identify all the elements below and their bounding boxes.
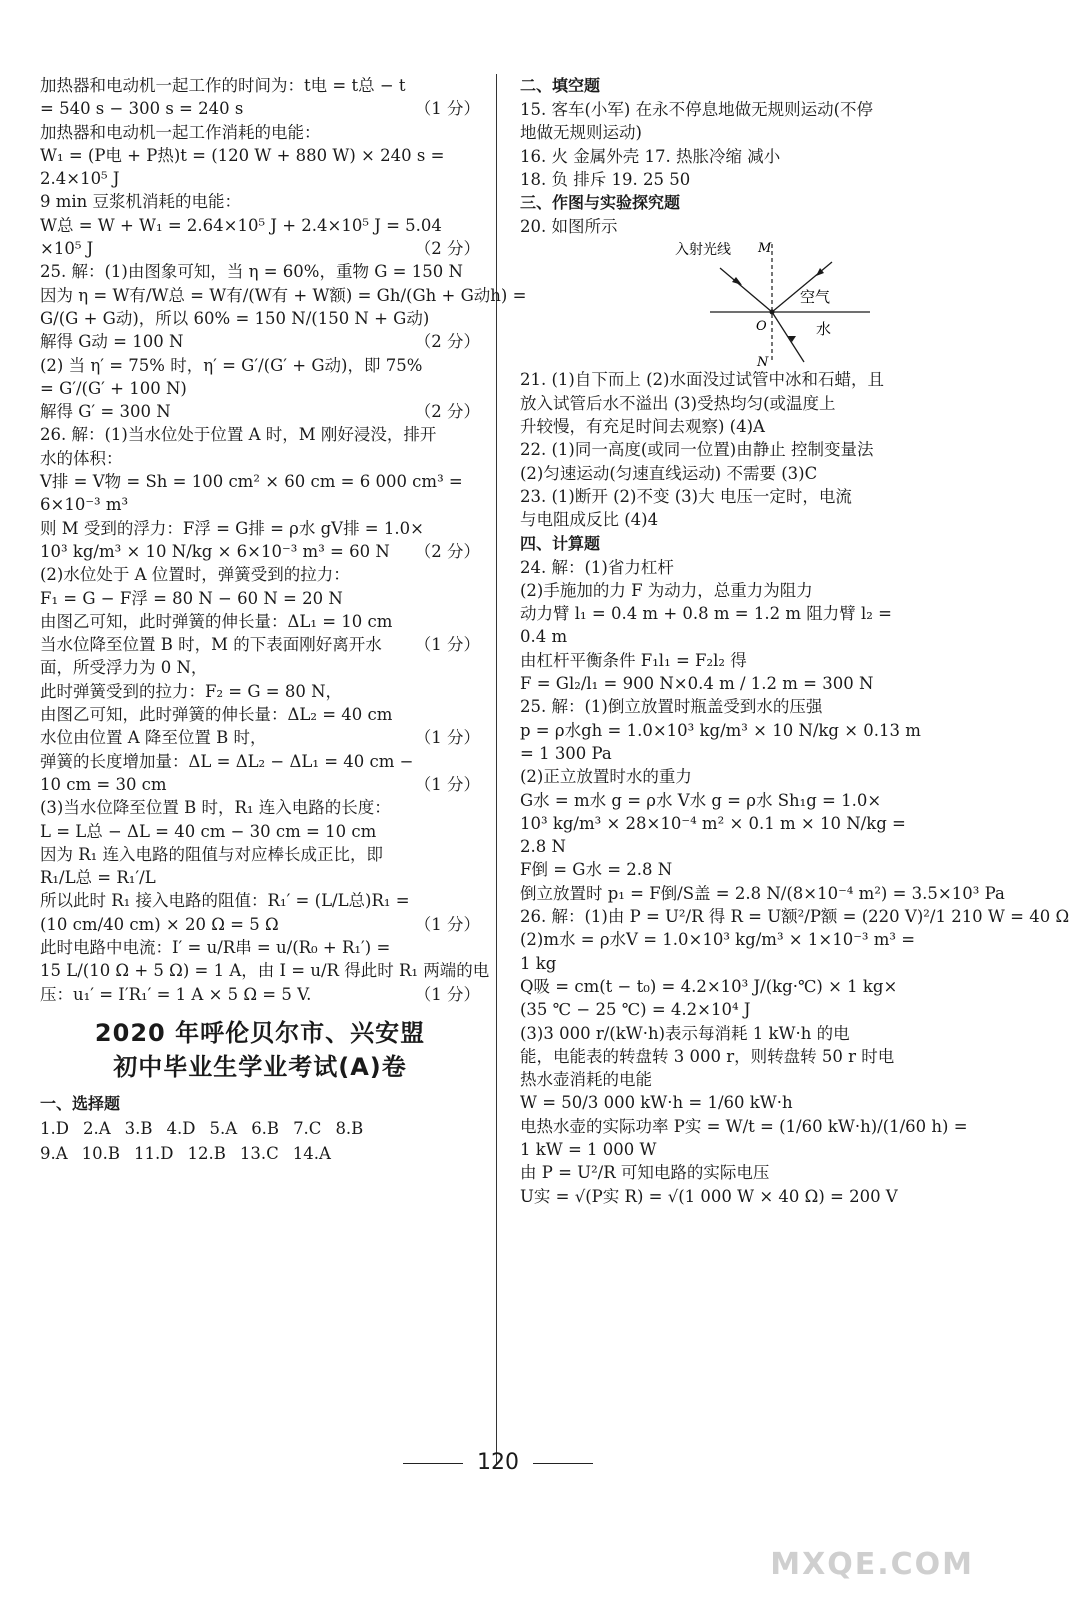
left-solution-line (40, 820, 480, 843)
left-solution-text: 26. 解：(1)当水位处于位置 A 时，M 刚好浸没，排开 (40, 425, 437, 445)
score-mark: （1 分） (414, 635, 480, 655)
left-solution-text: G/(G + G动)，所以 60% = 150 N/(150 N + G动) (40, 308, 430, 328)
left-solution-line (40, 121, 480, 144)
refraction-svg (520, 238, 960, 371)
n-label: N (757, 355, 769, 371)
left-solution-line (40, 74, 480, 97)
calc-solution-text: F倒 = G水 = 2.8 N (520, 860, 673, 880)
fill-answer-line (520, 121, 962, 144)
left-solution-text: 6×10⁻³ m³ (40, 495, 129, 515)
fill-answer-text: 18. 负 排斥 19. 25 50 (520, 169, 691, 189)
left-solution-text: 压：u₁′ = I′R₁′ = 1 A × 5 Ω = 5 V. (40, 984, 312, 1004)
calc-solution-line (520, 882, 1005, 905)
incident-arrow-icon (732, 277, 742, 285)
fill-answer-line (520, 98, 962, 121)
calc-solution-line (520, 998, 962, 1021)
left-solution-text: (10 cm/40 cm) × 20 Ω = 5 Ω (40, 914, 279, 934)
calc-solution-text: F = Gl₂/l₁ = 900 N×0.4 m / 1.2 m = 300 N (520, 674, 874, 694)
left-solution-line (40, 354, 480, 377)
score-mark: （1 分） (414, 728, 480, 748)
calc-solution-text: = 1 300 Pa (520, 743, 612, 763)
fill-answer-text: 16. 火 金属外壳 17. 热胀冷缩 减小 (520, 146, 781, 166)
page-number-text: 120 (477, 1450, 519, 1475)
calc-solution-line (520, 789, 962, 812)
question-20: 20. 如图所示 (520, 217, 618, 237)
choice-answers-row-1 (40, 1116, 480, 1141)
incident-ray (720, 268, 772, 312)
watermark-logo: MXQE.COM (770, 1547, 974, 1582)
calc-solution-text: (2)m水 = ρ水V = 1.0×10³ kg/m³ × 1×10⁻³ m³ = (520, 930, 916, 950)
left-solution-text: 因为 R₁ 连入电路的阻值与对应棒长成正比，即 (40, 844, 384, 864)
left-solution-text: V排 = V物 = Sh = 100 cm² × 60 cm = 6 000 cm³ = (40, 472, 463, 492)
left-solution-line (40, 563, 480, 586)
experiment-answer-line (520, 508, 962, 531)
calc-solution-line (520, 1091, 962, 1114)
experiment-answer-text: 22. (1)同一高度(或同一位置)由静止 控制变量法 (520, 440, 874, 460)
calc-solution-line (520, 742, 962, 765)
experiment-answer-text: 21. (1)自下而上 (2)水面没过试管中冰和石蜡，且 (520, 370, 884, 390)
calc-solution-text: p = ρ水gh = 1.0×10³ kg/m³ × 10 N/kg × 0.13 m (520, 720, 921, 740)
calc-solution-text: Q吸 = cm(t − t₀) = 4.2×10³ J/(kg·℃) × 1 kg× (520, 976, 898, 996)
air-label: 空气 (800, 288, 831, 307)
calc-solution-line (520, 1138, 962, 1161)
fill-answer-text: 地做无规则运动) (520, 123, 642, 143)
left-solution-text: 9 min 豆浆机消耗的电能： (40, 192, 242, 212)
calc-solution-text: (3)3 000 r/(kW·h)表示每消耗 1 kW·h 的电 (520, 1023, 850, 1043)
experiment-answer-text: 升较慢，有充足时间去观察) (4)A (520, 417, 765, 437)
left-solution-line (40, 260, 480, 283)
choice-answer: 6.B (251, 1118, 280, 1138)
left-solution-line (40, 400, 480, 423)
experiment-answer-text: 23. (1)断开 (2)不变 (3)大 电压一定时，电流 (520, 486, 852, 506)
score-mark: （2 分） (414, 239, 480, 259)
page-number (0, 1450, 996, 1475)
choice-answers-row-2 (40, 1141, 480, 1166)
experiment-heading: 三、作图与实验探究题 (520, 193, 681, 213)
choice-answer: 2.A (82, 1118, 111, 1138)
calc-solution-line (520, 1045, 962, 1068)
left-solution-line (40, 190, 480, 213)
left-solution-text: 水位由位置 A 降至位置 B 时， (40, 728, 267, 748)
left-solution-text: 25. 解：(1)由图象可知，当 η = 60%，重物 G = 150 N (40, 262, 463, 282)
exam-title-line-2: 初中毕业生学业考试(A)卷 (113, 1052, 407, 1081)
experiment-answer-text: 与电阻成反比 (4)4 (520, 510, 659, 530)
left-solution-text: (3)当水位降至位置 B 时，R₁ 连入电路的长度： (40, 798, 391, 818)
incident-label: 入射光线 (675, 242, 731, 259)
left-solution-line (40, 144, 480, 167)
left-solution-text: 10³ kg/m³ × 10 N/kg × 6×10⁻³ m³ = 60 N (40, 541, 390, 561)
left-solution-line (40, 517, 480, 540)
left-solution-text: ×10⁵ J (40, 239, 94, 259)
experiment-answer-line (520, 392, 962, 415)
calc-solution-text: 26. 解：(1)由 P = U²/R 得 R = U额²/P额 = (220 V)²/1 210 W = 40 Ω (520, 907, 1069, 927)
calc-solution-line (520, 1022, 962, 1045)
left-solution-text: 15 L/(10 Ω + 5 Ω) = 1 A，由 I = u/R 得此时 R₁ 两端的电 (40, 961, 490, 981)
left-solution-line (40, 493, 480, 516)
fill-heading: 二、填空题 (520, 76, 601, 95)
calc-solution-line (520, 1115, 968, 1138)
calc-solution-line (520, 556, 962, 579)
left-solution-line (40, 866, 480, 889)
left-solution-text: = G′/(G′ + 100 N) (40, 378, 187, 398)
choice-answer: 13.C (239, 1143, 279, 1163)
choice-answer: 14.A (292, 1143, 331, 1163)
left-solution-text: 弹簧的长度增加量：ΔL = ΔL₂ − ΔL₁ = 40 cm − (40, 751, 414, 771)
left-solution-text: 加热器和电动机一起工作的时间为：t电 = t总 − t (40, 76, 406, 95)
left-solution-line (40, 936, 480, 959)
left-solution-line (40, 587, 480, 610)
left-solution-line (40, 843, 480, 866)
left-solution-line (40, 889, 480, 912)
incidence-point (770, 310, 775, 315)
choice-answer: 12.B (187, 1143, 226, 1163)
calc-solution-text: 热水壶消耗的电能 (520, 1070, 652, 1090)
calc-solutions (520, 556, 1069, 1208)
choice-answer: 7.C (293, 1118, 322, 1138)
calc-solution-line (520, 1161, 962, 1184)
left-solution-line (40, 237, 480, 260)
experiment-answer-line (520, 415, 962, 438)
score-mark: （1 分） (414, 774, 480, 794)
calc-solution-text: 由杠杆平衡条件 F₁l₁ = F₂l₂ 得 (520, 650, 747, 670)
left-solution-text: 此时电路中电流：I′ = u/R串 = u/(R₀ + R₁′) = (40, 937, 391, 957)
left-solution-text: W₁ = (P电 + P热)t = (120 W + 880 W) × 240 s = (40, 145, 445, 165)
left-solution-line (40, 959, 490, 982)
choice-answer: 1.D (40, 1118, 69, 1138)
calc-solution-text: 电热水壶的实际功率 P实 = W/t = (1/60 kW·h)/(1/60 h) = (520, 1116, 968, 1136)
left-solution-line (40, 796, 480, 819)
water-label: 水 (816, 320, 832, 339)
calc-solution-line (520, 672, 962, 695)
experiment-answer-line (520, 462, 962, 485)
calc-solution-line (520, 649, 962, 672)
left-solution-line (40, 750, 480, 773)
calc-solution-text: 1 kW = 1 000 W (520, 1139, 657, 1159)
calc-solution-line (520, 952, 962, 975)
score-mark: （2 分） (414, 332, 480, 352)
left-solution-text: 加热器和电动机一起工作消耗的电能： (40, 122, 321, 142)
left-solution-line (40, 983, 480, 1006)
calc-solution-line (520, 625, 962, 648)
left-solution-line (40, 284, 527, 307)
experiment-answers (520, 368, 962, 531)
calc-solution-line (520, 905, 1069, 928)
exam-title-line-1: 2020 年呼伦贝尔市、兴安盟 (94, 1018, 426, 1047)
exam-title (40, 1016, 480, 1084)
calc-solution-text: 25. 解：(1)倒立放置时瓶盖受到水的压强 (520, 697, 823, 717)
calc-heading: 四、计算题 (520, 533, 601, 553)
fill-answer-line (520, 145, 962, 168)
left-solution-text: 此时弹簧受到的拉力：F₂ = G = 80 N， (40, 681, 343, 701)
calc-solution-text: 1 kg (520, 953, 557, 973)
left-solution-lines (40, 74, 527, 1006)
left-solution-line (40, 773, 480, 796)
left-solution-line (40, 913, 480, 936)
left-solution-line (40, 726, 480, 749)
calc-solution-text: W = 50/3 000 kW·h = 1/60 kW·h (520, 1093, 793, 1113)
m-label: M (758, 241, 772, 257)
calc-solution-text: (35 ℃ − 25 ℃) = 4.2×10⁴ J (520, 1000, 751, 1020)
choice-answer: 11.D (134, 1143, 174, 1163)
left-solution-text: 2.4×10⁵ J (40, 169, 120, 189)
left-solution-text: F₁ = G − F浮 = 80 N − 60 N = 20 N (40, 588, 343, 608)
left-solution-text: L = L总 − ΔL = 40 cm − 30 cm = 10 cm (40, 821, 377, 841)
page-number-rule-left (403, 1463, 463, 1464)
calc-solution-text: 动力臂 l₁ = 0.4 m + 0.8 m = 1.2 m 阻力臂 l₂ = (520, 604, 892, 624)
calc-solution-line (520, 765, 962, 788)
left-solution-line (40, 633, 480, 656)
left-solution-text: 解得 G′ = 300 N (40, 402, 171, 422)
score-mark: （2 分） (414, 541, 480, 561)
refracted-ray (772, 312, 804, 362)
calc-solution-text: 2.8 N (520, 837, 566, 857)
left-solution-line (40, 423, 480, 446)
calc-solution-text: (2)手施加的力 F 为动力，总重力为阻力 (520, 580, 813, 600)
experiment-answer-line (520, 368, 962, 391)
left-solution-line (40, 330, 480, 353)
left-solution-text: 面，所受浮力为 0 N， (40, 658, 208, 678)
calc-solution-line (520, 602, 962, 625)
calc-solution-line (520, 719, 962, 742)
calc-solution-text: 能，电能表的转盘转 3 000 r，则转盘转 50 r 时电 (520, 1046, 895, 1066)
refraction-diagram (520, 238, 960, 371)
calc-solution-line (520, 1185, 962, 1208)
calc-solution-text: (2)正立放置时水的重力 (520, 767, 692, 787)
left-solution-line (40, 703, 480, 726)
calc-solution-text: 24. 解：(1)省力杠杆 (520, 557, 674, 577)
left-solution-line (40, 377, 480, 400)
calc-solution-line (520, 858, 962, 881)
choice-answer: 5.A (209, 1118, 238, 1138)
fill-answers (520, 98, 962, 191)
score-mark: （1 分） (414, 99, 480, 119)
left-solution-line (40, 680, 480, 703)
score-mark: （2 分） (414, 402, 480, 422)
left-solution-text: W总 = W + W₁ = 2.64×10⁵ J + 2.4×10⁵ J = 5.04 (40, 215, 442, 235)
left-solution-text: 当水位降至位置 B 时，M 的下表面刚好离开水 (40, 635, 382, 655)
experiment-answer-text: (2)匀速运动(匀速直线运动) 不需要 (3)C (520, 463, 818, 483)
left-solution-line (40, 447, 480, 470)
left-solution-line (40, 167, 480, 190)
column-divider (496, 74, 497, 1464)
calc-solution-line (520, 1068, 962, 1091)
calc-solution-line (520, 812, 962, 835)
left-solution-text: = 540 s − 300 s = 240 s (40, 99, 244, 119)
calc-solution-text: 10³ kg/m³ × 28×10⁻⁴ m² × 0.1 m × 10 N/kg = (520, 813, 906, 833)
choice-answer: 10.B (81, 1143, 121, 1163)
calc-solution-line (520, 928, 962, 951)
left-solution-text: 因为 η = W有/W总 = W有/(W有 + W额) = Gh/(Gh + G动h) = (40, 285, 527, 305)
fill-answer-text: 15. 客车(小军) 在永不停息地做无规则运动(不停 (520, 100, 874, 119)
calc-solution-line (520, 579, 962, 602)
left-solution-text: 由图乙可知，此时弹簧的伸长量：ΔL₂ = 40 cm (40, 705, 393, 725)
right-column (520, 74, 1069, 1208)
calc-solution-text: 倒立放置时 p₁ = F倒/S盖 = 2.8 N/(8×10⁻⁴ m²) = 3.5×10³ Pa (520, 883, 1005, 903)
left-solution-text: 由图乙可知，此时弹簧的伸长量：ΔL₁ = 10 cm (40, 611, 393, 631)
left-solution-text: 所以此时 R₁ 接入电路的阻值：R₁′ = (L/L总)R₁ = (40, 891, 410, 911)
left-solution-text: (2) 当 η′ = 75% 时，η′ = G′/(G′ + G动)，即 75% (40, 355, 423, 375)
left-solution-text: 10 cm = 30 cm (40, 774, 167, 794)
calc-solution-text: U实 = √(P实 R) = √(1 000 W × 40 Ω) = 200 V (520, 1186, 898, 1206)
left-solution-line (40, 656, 480, 679)
calc-solution-text: 0.4 m (520, 627, 568, 647)
o-label: O (756, 319, 767, 335)
choice-answer: 4.D (166, 1118, 196, 1138)
fill-answer-line (520, 168, 962, 191)
left-solution-line (40, 307, 480, 330)
left-solution-text: (2)水位处于 A 位置时，弹簧受到的拉力： (40, 565, 350, 585)
left-solution-line (40, 97, 480, 120)
experiment-answer-text: 放入试管后水不溢出 (3)受热均匀(或温度上 (520, 393, 836, 413)
choice-heading: 一、选择题 (40, 1093, 121, 1113)
choice-answer: 9.A (40, 1143, 68, 1163)
calc-solution-text: G水 = m水 g = ρ水 V水 g = ρ水 Sh₁g = 1.0× (520, 790, 882, 810)
calc-solution-text: 由 P = U²/R 可知电路的实际电压 (520, 1163, 770, 1183)
calc-solution-line (520, 835, 962, 858)
left-solution-text: 水的体积： (40, 448, 123, 468)
left-solution-text: 则 M 受到的浮力：F浮 = G排 = ρ水 gV排 = 1.0× (40, 518, 424, 538)
choice-answer: 3.B (124, 1118, 153, 1138)
page-number-rule-right (533, 1463, 593, 1464)
left-solution-line (40, 540, 480, 563)
calc-solution-line (520, 975, 962, 998)
choice-answer: 8.B (335, 1118, 364, 1138)
experiment-answer-line (520, 485, 962, 508)
experiment-answer-line (520, 438, 962, 461)
left-solution-line (40, 470, 480, 493)
score-mark: （1 分） (414, 914, 480, 934)
calc-solution-line (520, 695, 962, 718)
score-mark: （1 分） (414, 984, 480, 1004)
left-solution-line (40, 214, 480, 237)
left-solution-text: R₁/L总 = R₁′/L (40, 868, 156, 888)
left-column (40, 74, 527, 1166)
left-solution-text: 解得 G动 = 100 N (40, 332, 184, 352)
left-solution-line (40, 610, 480, 633)
